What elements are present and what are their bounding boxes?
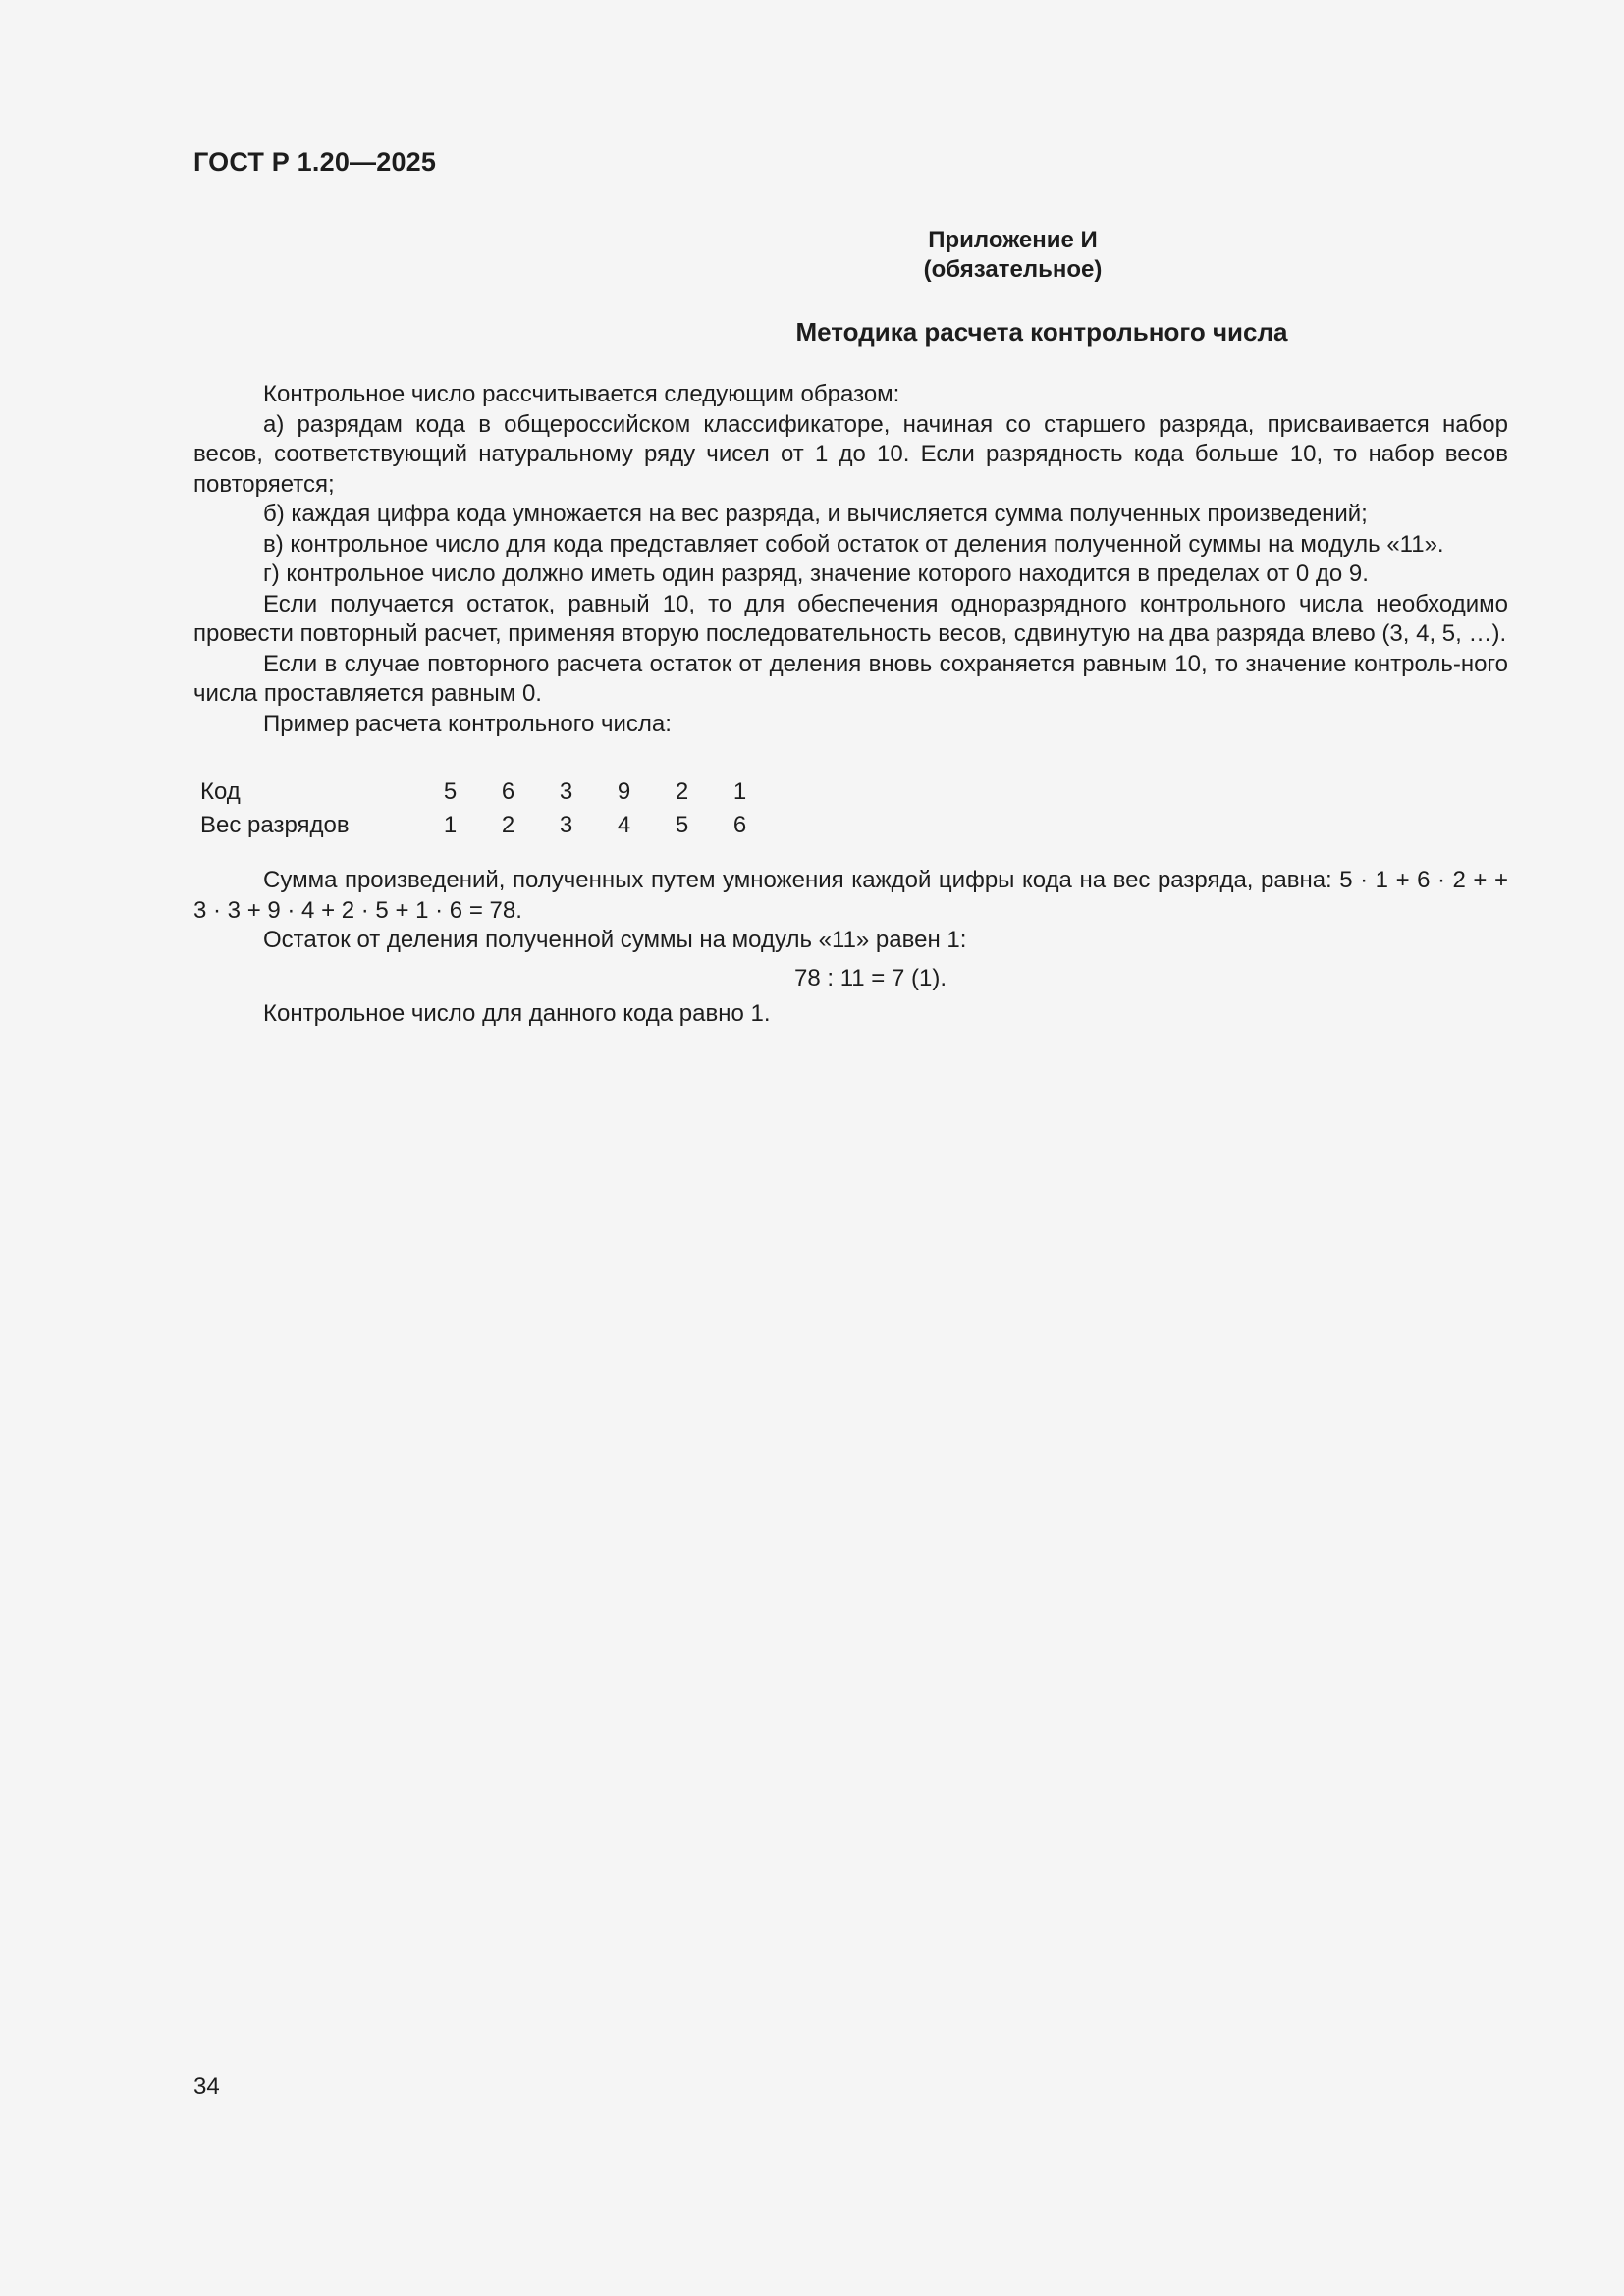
paragraph-remainder: Остаток от деления полученной суммы на модуль «11» равен 1: <box>263 927 967 953</box>
table-cell: 2 <box>501 812 515 838</box>
paragraph-remainder-10: Если получается остаток, равный 10, то для обеспечения одноразрядного контрольного числа необходимо провести повторный расчет, применяя вторую последовательность весов, сдвинутую на два разряда влево (3, 4, 5, …). <box>193 590 1508 647</box>
page-number: 34 <box>193 2073 220 2100</box>
table-cell: 5 <box>443 778 458 805</box>
list-item-b: б) каждая цифра кода умножается на вес разряда, и вычисляется сумма полученных произведений; <box>263 501 1368 527</box>
table-cell: 4 <box>617 812 631 838</box>
paragraph-sum: Сумма произведений, полученных путем умножения каждой цифры кода на вес разряда, равна: 5 · 1 + 6 · 2 + + 3 · 3 + 9 · 4 + 2 · 5 + 1 · 6 = 78. <box>193 867 1508 924</box>
table-cell: 6 <box>501 778 515 805</box>
annex-status: (обязательное) <box>923 256 1103 283</box>
list-item-g: г) контрольное число должно иметь один разряд, значение которого находится в пределах от 0 до 9. <box>263 561 1369 587</box>
document-header-code: ГОСТ Р 1.20—2025 <box>193 147 437 177</box>
row-label-code: Код <box>200 778 241 805</box>
table-cell: 9 <box>617 778 631 805</box>
annex-heading <box>193 226 1508 285</box>
table-cell: 2 <box>675 778 689 805</box>
table-row <box>200 775 769 809</box>
annex-title: Приложение И <box>928 227 1098 253</box>
table-cell: 3 <box>559 778 573 805</box>
table-cell: 1 <box>443 812 458 838</box>
table-cell: 1 <box>732 778 747 805</box>
paragraph-intro: Контрольное число рассчитывается следующим образом: <box>263 381 900 407</box>
table-cell: 3 <box>559 812 573 838</box>
table-row <box>200 809 769 842</box>
list-item-a: а) разрядам кода в общероссийском классификаторе, начиная со старшего разряда, присваивается набор весов, соответствующий натуральному ряду чисел от 1 до 10. Если разрядность кода больше 10, то набор весов повторяется; <box>193 410 1508 498</box>
table-cell: 6 <box>732 812 747 838</box>
paragraph-repeat-calc: Если в случае повторного расчета остаток от деления вновь сохраняется равным 10, то значение контроль-ного числа проставляется равным 0. <box>193 650 1508 707</box>
paragraph-conclusion: Контрольное число для данного кода равно 1. <box>263 1000 771 1027</box>
table-cell: 5 <box>675 812 689 838</box>
row-label-weights: Вес разрядов <box>200 812 350 838</box>
list-item-v: в) контрольное число для кода представляет собой остаток от деления полученной суммы на модуль «11». <box>263 530 1444 558</box>
formula: 78 : 11 = 7 (1). <box>794 964 947 991</box>
calculation-text <box>193 866 1508 1030</box>
example-table <box>200 775 769 842</box>
body-text <box>193 380 1508 739</box>
section-title: Методика расчета контрольного числа <box>795 317 1288 347</box>
paragraph-example-intro: Пример расчета контрольного числа: <box>263 710 672 737</box>
